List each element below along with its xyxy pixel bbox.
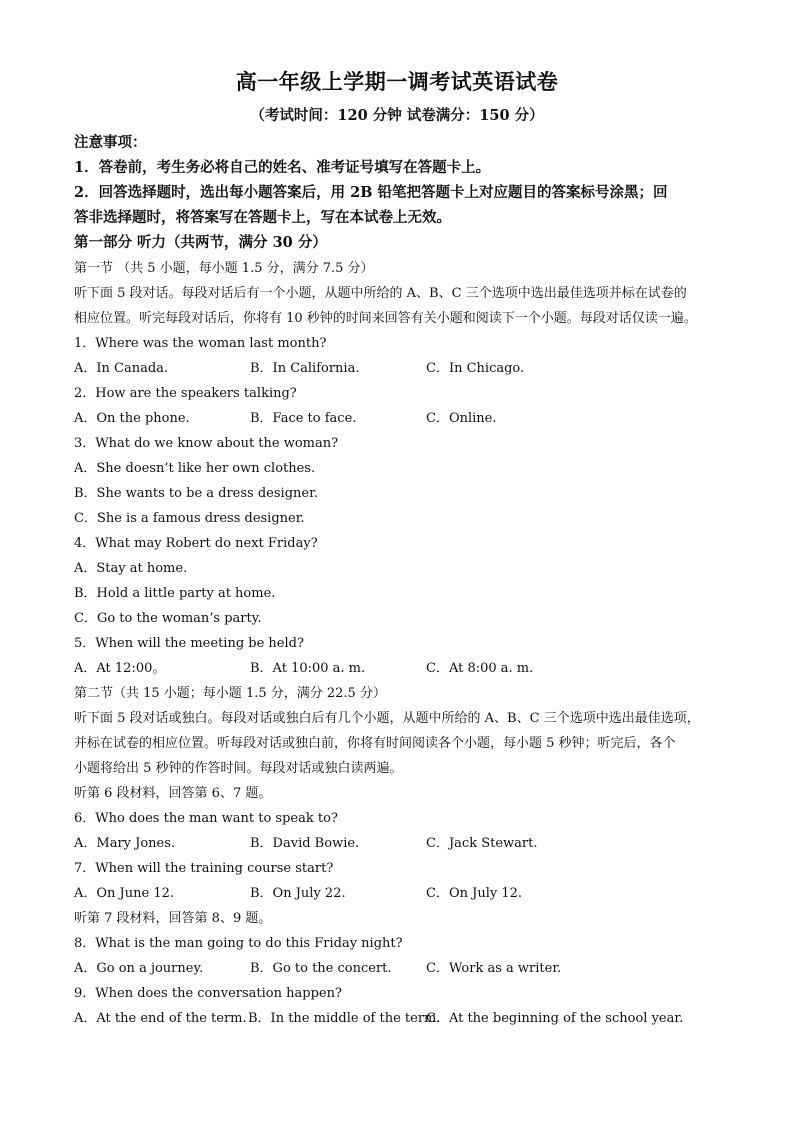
question-8-stem: 8．What is the man going to do this Friday night?: [74, 936, 403, 951]
question-9-option-b: B．In the middle of the term.: [248, 1011, 441, 1026]
question-7-option-b: B．On July 22.: [250, 886, 346, 901]
question-5-option-c: C．At 8:00 a. m.: [426, 661, 534, 676]
question-4-stem: 4．What may Robert do next Friday?: [74, 536, 318, 551]
question-3-stem: 3．What do we know about the woman?: [74, 436, 339, 451]
notes-heading: 注意事项：: [74, 134, 147, 151]
question-6-option-a: A．Mary Jones.: [74, 836, 176, 851]
question-6-option-b: B．David Bowie.: [250, 836, 360, 851]
question-3-option-b: B．She wants to be a dress designer.: [74, 486, 319, 501]
material-6-note: 听第 6 段材料，回答第 6、7 题。: [74, 786, 272, 801]
section2-instructions-line-3: 小题将给出 5 秒钟的作答时间。每段对话或独白读两遍。: [74, 761, 403, 776]
question-5-option-a: A．At 12:00。: [74, 661, 166, 676]
question-7-stem: 7．When will the training course start?: [74, 861, 334, 876]
exam-title: 高一年级上学期一调考试英语试卷: [235, 69, 559, 94]
note-item-2-line-1: 2．回答选择题时，选出每小题答案后，用 2B 铅笔把答题卡上对应题目的答案标号涂黑；回: [74, 184, 668, 201]
question-6-stem: 6．Who does the man want to speak to?: [74, 811, 338, 826]
question-3-option-c: C．She is a famous dress designer.: [74, 511, 305, 526]
section1-instructions-line-2: 相应位置。听完每段对话后，你将有 10 秒钟的时间来回答有关小题和阅读下一个小题。每段对话仅读一遍。: [74, 311, 697, 326]
question-2-option-a: A．On the phone.: [74, 411, 190, 426]
question-5-option-b: B．At 10:00 a. m.: [250, 661, 366, 676]
question-5-stem: 5．When will the meeting be held?: [74, 636, 304, 651]
question-9-option-c: C．At the beginning of the school year.: [426, 1011, 684, 1026]
question-7-option-a: A．On June 12.: [74, 886, 175, 901]
section2-instructions-line-1: 听下面 5 段对话或独白。每段对话或独白后有几个小题，从题中所给的 A、B、C 三个选项中选出最佳选项，: [74, 711, 700, 726]
section2-heading: 第二节（共 15 小题；每小题 1.5 分，满分 22.5 分）: [74, 686, 386, 701]
material-7-note: 听第 7 段材料，回答第 8、9 题。: [74, 911, 272, 926]
question-9-stem: 9．When does the conversation happen?: [74, 986, 342, 1001]
question-4-option-a: A．Stay at home.: [74, 561, 188, 576]
question-1-option-b: B．In California.: [250, 361, 360, 376]
question-1-option-c: C．In Chicago.: [426, 361, 525, 376]
question-3-option-a: A．She doesn’t like her own clothes.: [74, 461, 316, 476]
question-4-option-c: C．Go to the woman’s party.: [74, 611, 262, 626]
question-7-option-c: C．On July 12.: [426, 886, 523, 901]
section2-instructions-line-2: 并标在试卷的相应位置。听每段对话或独白前，你将有时间阅读各个小题，每小题 5 秒钟；听完后，各个: [74, 736, 676, 751]
question-4-option-b: B．Hold a little party at home.: [74, 586, 276, 601]
question-2-option-c: C．Online.: [426, 411, 497, 426]
question-1-stem: 1．Where was the woman last month?: [74, 336, 327, 351]
question-8-option-a: A．Go on a journey.: [74, 961, 204, 976]
section1-instructions-line-1: 听下面 5 段对话。每段对话后有一个小题，从题中所给的 A、B、C 三个选项中选出最佳选项并标在试卷的: [74, 286, 687, 301]
exam-subtitle: （考试时间：120 分钟 试卷满分：150 分）: [250, 107, 544, 124]
question-2-stem: 2．How are the speakers talking?: [74, 386, 297, 401]
part1-heading: 第一部分 听力（共两节，满分 30 分）: [74, 234, 327, 251]
section1-heading: 第一节 （共 5 小题，每小题 1.5 分，满分 7.5 分）: [74, 261, 374, 276]
question-1-option-a: A．In Canada.: [74, 361, 169, 376]
question-6-option-c: C．Jack Stewart.: [426, 836, 538, 851]
question-8-option-c: C．Work as a writer.: [426, 961, 562, 976]
question-9-option-a: A．At the end of the term.: [74, 1011, 247, 1026]
note-item-1: 1．答卷前，考生务必将自己的姓名、准考证号填写在答题卡上。: [74, 159, 491, 176]
question-8-option-b: B．Go to the concert.: [250, 961, 392, 976]
question-2-option-b: B．Face to face.: [250, 411, 357, 426]
note-item-2-line-2: 答非选择题时，将答案写在答题卡上，写在本试卷上无效。: [74, 209, 451, 226]
